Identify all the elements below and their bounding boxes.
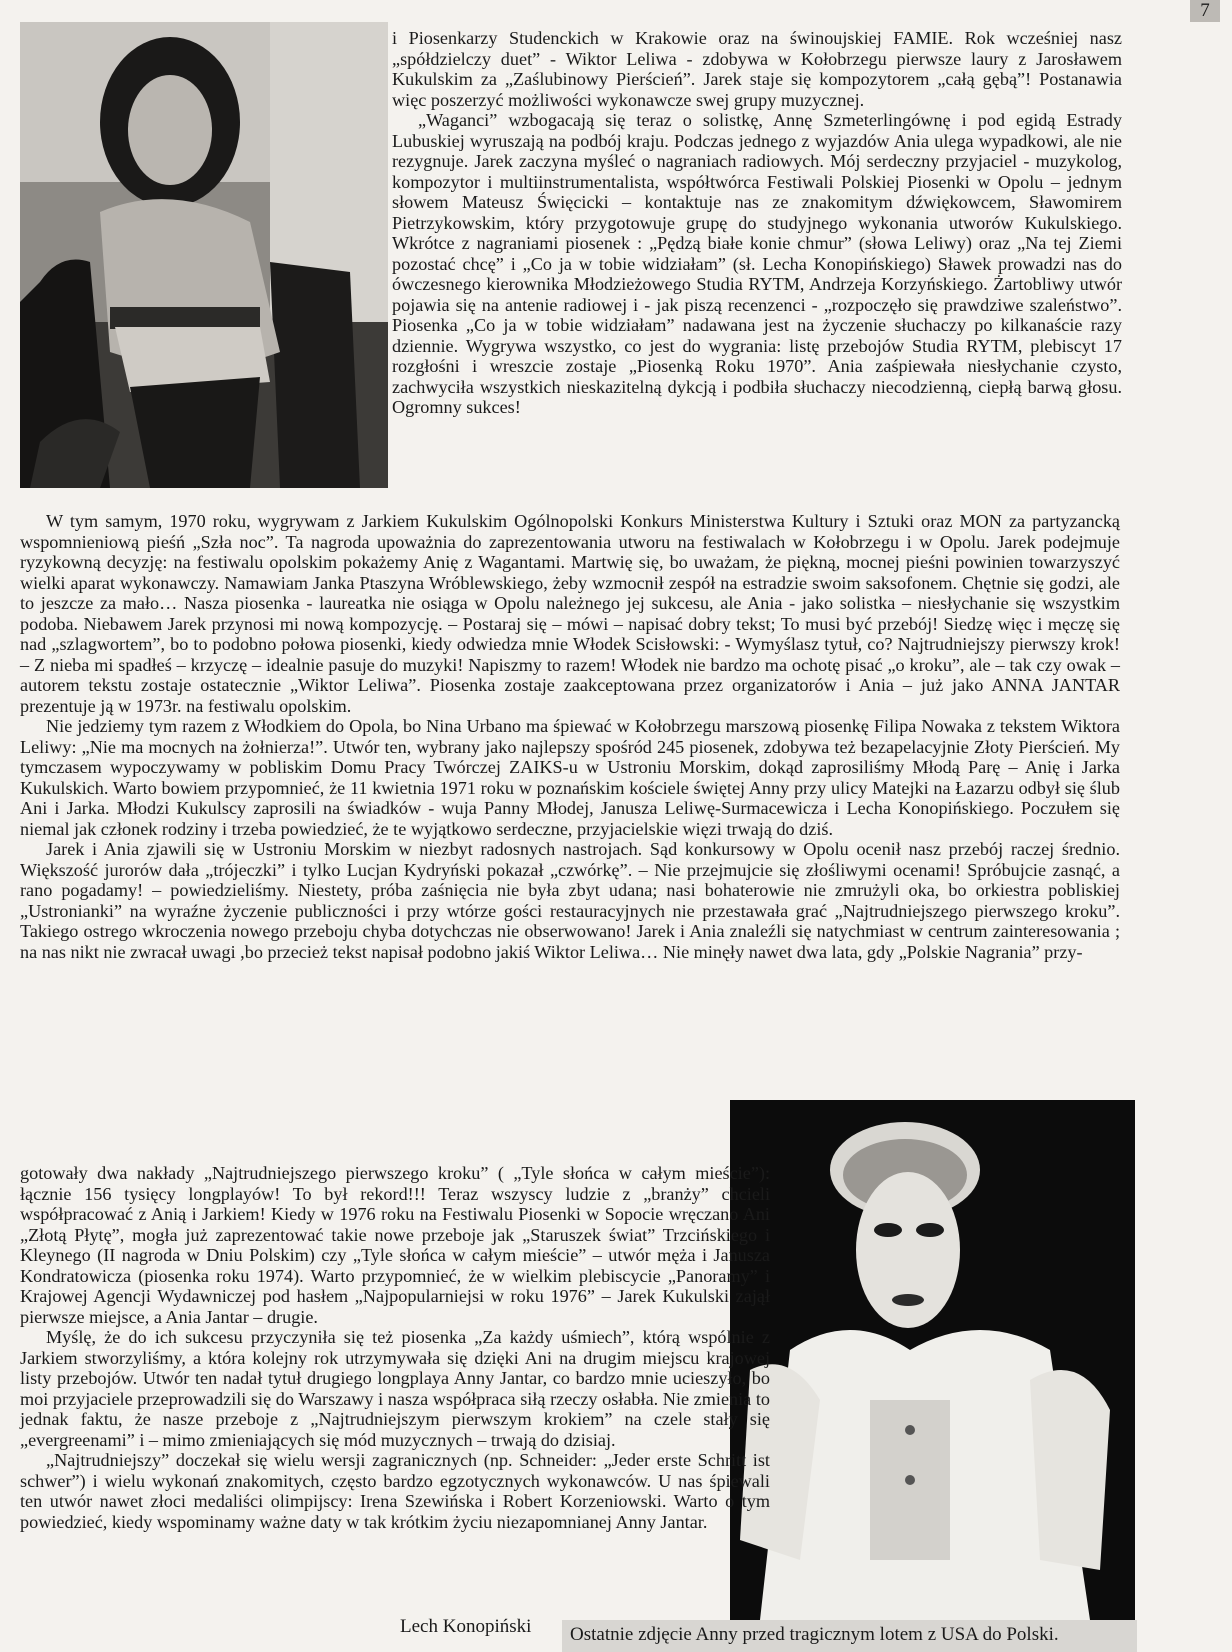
paragraph: Nie jedziemy tym razem z Włodkiem do Opola, bo Nina Urbano ma śpiewać w Kołobrzegu marszową piosenkę Filipa Nowaka z tekstem Wiktora Leliwy: „Nie ma mocnych na żołnierza!”. Utwór ten, wybrany jako najlepszy spośród 245 piosenek, zdobywa też bezapelacyjnie Złoty Pierścień. My tymczasem wypoczywamy w pobliskim Domu Pracy Twórczej ZAIKS-u w Ustroniu Morskim, dokąd zaprosiliśmy Młodą Parę – Anię i Jarka Kukulskich. Warto bowiem przypomnieć, że 11 kwietnia 1971 roku w poznańskim kościele świętej Anny przy ulicy Matejki na Łazarzu odbył się ślub Ani i Jarka. Młodzi Kukulscy zaprosili na świadków - wuja Panny Młodej, Janusza Leliwę-Surmacewicza i Lecha Konopińskiego. Poczułem się niemal jak członek rodziny i trzeba powiedzieć, że te wyjątkowo serdeczne, przyjacielskie więzi trwają do dziś. xyxy=(20,716,1120,839)
paragraph: i Piosenkarzy Studenckich w Krakowie oraz na świnoujskiej FAMIE. Rok wcześniej nasz „spółdzielczy duet” - Wiktor Leliwa - zdobywa w Kołobrzegu pierwsze laury z Jarosławem Kukulskim za „Zaślubinowy Pierścień”. Jarek staje się kompozytorem „całą gębą”! Postanawia więc poszerzyć możliwości wykonawcze swej grupy muzycznej. xyxy=(392,28,1122,110)
photo-anna-jantar-last xyxy=(730,1100,1135,1620)
page-number: 7 xyxy=(1190,0,1220,22)
photo-anna-jantar-seated xyxy=(20,22,388,488)
paragraph: „Waganci” wzbogacają się teraz o solistkę, Annę Szmeterlingównę i pod egidą Estrady Lubuskiej wyruszają na podbój kraju. Podczas jednego z wyjazdów Ania ulega wypadkowi, ale nie rezygnuje. Jarek zaczyna myśleć o nagraniach radiowych. Mój serdeczny przyjaciel - muzykolog, kompozytor i multiinstrumentalista, współtwórca Festiwali Polskiej Piosenki w Opolu – jednym słowem Mateusz Święcicki – kontaktuje nas ze znakomitym dźwiękowcem, Sławomirem Pietrzykowskim, który przygotowuje grupę do studyjnego wykonania utworów Kukulskiego. Wkrótce z nagraniami piosenek : „Pędzą białe konie chmur” (słowa Leliwy) oraz „Na tej Ziemi pozostać chcę” i „Co ja w tobie widziałam” (sł. Lecha Konopińskiego) Sławek prowadzi nas do ówczesnego kierownika Młodzieżowego Studia RYTM, Andrzeja Korzyńskiego. Żartobliwy utwór pojawia się na antenie radiowej i - jak piszą recenzenci - „rozpoczęło się prawdziwe szaleństwo”. Piosenka „Co ja w tobie widziałam” nadawana jest na życzenie słuchaczy po kilkanaście razy dziennie. Wygrywa wszystko, co jest do wygrania: listę przebojów Studia RYTM, plebiscyt 17 rozgłośni i wreszcie zostaje „Piosenką Roku 1970”. Ania zaśpiewała niesłychanie czysto, zachwyciła wszystkich nieskazitelną dykcją i podbiła słuchaczy niecodzienną, ciepłą barwą głosu. Ogromny sukces! xyxy=(392,110,1122,417)
photo-caption: Ostatnie zdjęcie Anny przed tragicznym lotem z USA do Polski. xyxy=(562,1620,1137,1652)
article-top-column xyxy=(392,28,1122,418)
article-full-width-column xyxy=(20,511,1120,962)
paragraph: Jarek i Ania zjawili się w Ustroniu Morskim w niezbyt radosnych nastrojach. Sąd konkursowy w Opolu ocenił nasz przebój raczej średnio. Większość jurorów dała „trójeczki” i tylko Lucjan Kydryński pokazał „czwórkę”. – Nie przejmujcie się złośliwymi ocenami! Spróbujcie zasnąć, a rano pogadamy! – powiedzieliśmy. Niestety, próba zaśnięcia nie była zbyt udana; nasi bohaterowie nie zmrużyli oka, bo orkiestra pobliskiej „Ustronianki” na wyraźne życzenie publiczności i przy wtórze gości restauracyjnych nie przestawała grać „Najtrudniejszego pierwszego kroku”. Takiego ostrego wkroczenia nowego przeboju chyba dotychczas nie obserwowano! Jarek i Ania znaleźli się natychmiast w centrum zainteresowania ; na nas nikt nie zwracał uwagi ,bo przecież tekst napisał podobno jakiś Wiktor Leliwa… Nie minęły nawet dwa lata, gdy „Polskie Nagrania” przy- xyxy=(20,839,1120,962)
paragraph: gotowały dwa nakłady „Najtrudniejszego pierwszego kroku” ( „Tyle słońca w całym mieście”): łącznie 156 tysięcy longplayów! To był rekord!!! Teraz wszyscy ludzie z „branży” chcieli współpracować z Anią i Jarkiem! Kiedy w 1976 roku na Festiwalu Piosenki w Sopocie wręczano Ani „Złotą Płytę”, mogła już zaprezentować takie nowe przeboje jak „Staruszek świat” Trzcińskiego i Kleynego (II nagroda w Dniu Polskim) czy „Tyle słońca w całym mieście” – utwór męża i Janusza Kondratowicza (piosenka roku 1974). Warto przypomnieć, że w wielkim plebiscycie „Panoramy” i Krajowej Agencji Wydawniczej pod hasłem „Najpopularniejsi w roku 1976” – Jarek Kukulski zajął pierwsze miejsce, a Ania Jantar – drugie. xyxy=(20,1163,770,1327)
paragraph: Myślę, że do ich sukcesu przyczyniła się też piosenka „Za każdy uśmiech”, którą wspólnie z Jarkiem stworzyliśmy, a która kolejny rok utrzymywała się dzięki Ani na drugim miejscu krajowej listy przebojów. Utwór ten nadał tytuł drugiego longplaya Anny Jantar, co bardzo mnie ucieszyło, bo moi przyjaciele przeprowadzili się do Warszawy i nasza współpraca siłą rzeczy osłabła. Nie zmienia to jednak faktu, że nasze przeboje z „Najtrudniejszym pierwszym krokiem” na czele stały się „evergreenami” i – mimo zmieniających się mód muzycznych – trwają do dzisiaj. xyxy=(20,1327,770,1450)
paragraph: W tym samym, 1970 roku, wygrywam z Jarkiem Kukulskim Ogólnopolski Konkurs Ministerstwa Kultury i Sztuki oraz MON za partyzancką wspomnieniową pieśń „Szła noc”. Ta nagroda upoważnia do zaprezentowania utworu na festiwalach w Kołobrzegu i w Opolu. Jarek podejmuje ryzykowną decyzję: na festiwalu opolskim pokażemy Anię z Wagantami. Martwię się, bo uważam, że piękną, mocnej pieśni powinien towarzyszyć wielki aparat wykonawczy. Namawiam Janka Ptaszyna Wróblewskiego, żeby wzmocnił zespół na estradzie swoim saksofonem. Chętnie się godzi, ale to jeszcze za mało… Nasza piosenka - laureatka nie osiąga w Opolu należnego jej sukcesu, ale Ania - jako solistka – niesłychanie się wszystkim podoba. Niebawem Jarek przynosi mi nową kompozycję. – Postaraj się – mówi – napisać dobry tekst; To musi być przebój! Siedzę więc i męczę się nad „szlagwortem”, bo to podobno połowa piosenki, kiedy odwiedza mnie Włodek Scisłowski: - Wymyślasz tytuł, co? Najtrudniejszy pierwszy krok! – Z nieba mi spadłeś – krzyczę – idealnie pasuje do muzyki! Napiszmy to razem! Włodek nie bardzo ma ochotę pisać „o kroku”, ale – tak czy owak – autorem tekstu zostaje ostatecznie „Wiktor Leliwa”. Piosenka zostaje zaakceptowana przez organizatorów i Ania – już jako ANNA JANTAR prezentuje ją w 1973r. na festiwalu opolskim. xyxy=(20,511,1120,716)
article-left-column xyxy=(20,1163,770,1532)
author-signature: Lech Konopiński xyxy=(400,1616,532,1637)
paragraph: „Najtrudniejszy” doczekał się wielu wersji zagranicznych (np. Schneider: „Jeder erste Schritt ist schwer”) i wielu wykonań znakomitych, często bardzo egzotycznych wykonawców. U nas śpiewali ten utwór nawet złoci medaliści olimpijscy: Irena Szewińska i Robert Korzeniowski. Warto o tym powiedzieć, kiedy wspominamy ważne daty w tak krótkim życiu niezapomnianej Anny Jantar. xyxy=(20,1450,770,1532)
